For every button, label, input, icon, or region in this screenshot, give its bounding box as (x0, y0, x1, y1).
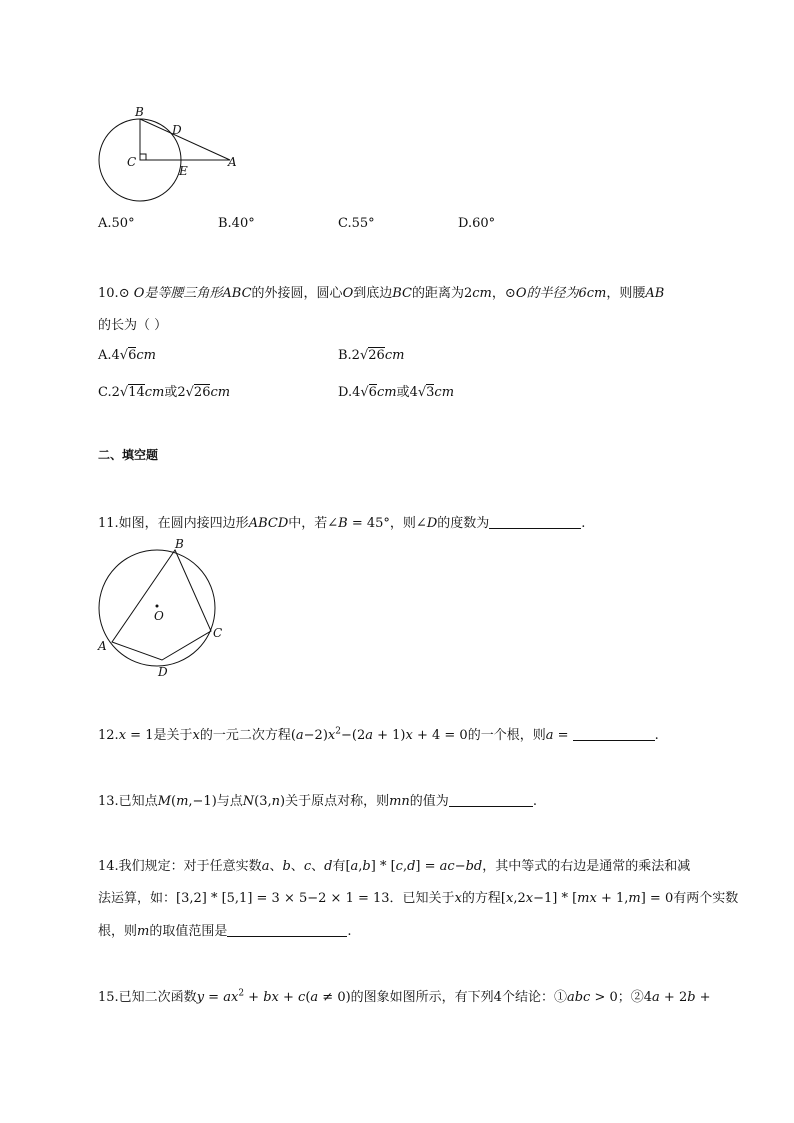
q13-i: )关于原点对称，则 (280, 794, 390, 809)
q10-t6: BC (392, 286, 412, 301)
q10-option-d-label: D.4 (338, 385, 361, 400)
q14-l1-p: d (407, 859, 416, 874)
q11-label-O: O (154, 609, 164, 623)
q14-l1-q: ] = (415, 859, 440, 874)
q12-sup: 2 (335, 726, 341, 737)
q13-f: N (242, 794, 255, 809)
q12-end: . (654, 728, 659, 743)
q12-d: x (192, 728, 200, 743)
q12-e: 的一元二次方程( (199, 728, 296, 743)
q14-l2-h: mx (577, 891, 597, 906)
q11-label-A: A (98, 639, 107, 653)
q14-l2-e: ,2 (513, 891, 526, 906)
q11-center-dot (156, 605, 159, 608)
q14-stem-line1 (98, 855, 690, 874)
q10-circle-symbol-2: ⊙ (504, 286, 516, 301)
q11-c: 中，若∠ (288, 516, 339, 531)
q10-option-c-radicand-2: 26 (193, 385, 211, 400)
q12-c: = 1是关于 (126, 728, 193, 743)
q14-l1-d: b (282, 859, 291, 874)
q12-m: + 4 = 0的一个根，则 (412, 728, 546, 743)
q10-option-a: A.4√6cm (98, 348, 156, 363)
q10-t8: cm (472, 286, 492, 301)
q14-l1-t: bd (465, 859, 483, 874)
q14-l1-h: d (324, 859, 333, 874)
q10-option-b-unit: cm (384, 348, 405, 363)
q14-l1-n: c (395, 859, 403, 874)
q13-d: m (176, 794, 189, 809)
q10-option-a-label: A.4 (98, 348, 120, 363)
q10-stem-line2: 的长为（ ） (98, 318, 168, 333)
q13-b: M (157, 794, 171, 809)
q12-l: x (405, 728, 413, 743)
q13-g: (3, (254, 794, 272, 809)
q14-stem-line3 (98, 920, 352, 939)
q10-option-b-label: B.2 (338, 348, 360, 363)
q15-d: ax (223, 990, 239, 1005)
q13-answer-blank[interactable] (449, 792, 533, 807)
q13-end: . (532, 794, 537, 809)
q14-l1-c: 、 (269, 859, 283, 874)
q10-t3: 的外接圆，圆心 (251, 286, 343, 301)
q10-option-c-radicand-1: 14 (128, 385, 145, 400)
q12-a: 12. (98, 728, 119, 743)
q9-figure (92, 100, 252, 210)
q12-j: a (365, 728, 373, 743)
q14-l1-a: 14.我们规定：对于任意实数 (98, 859, 262, 874)
q14-l1-r: ac (439, 859, 455, 874)
q14-l1-e: 、 (290, 859, 304, 874)
q11-label-B: B (175, 537, 184, 551)
q15-j: a (310, 990, 319, 1005)
q12-n: a (545, 728, 554, 743)
q14-l2-i: + 1, (596, 891, 629, 906)
q14-l1-s: − (454, 859, 466, 874)
q10-option-d-radicand-2: 3 (426, 385, 435, 400)
q14-l1-b: a (261, 859, 270, 874)
q14-l1-l: b (362, 859, 371, 874)
q14-l2-f: x (525, 891, 534, 906)
q10-option-b-radicand: 26 (368, 348, 385, 363)
q15-q: + (695, 990, 711, 1005)
q13-j: mn (389, 794, 410, 809)
q14-l3-end: . (347, 924, 352, 939)
q15-sup: 2 (238, 988, 245, 999)
q11-label-D: D (158, 665, 168, 679)
q10-option-b: B.2√26cm (338, 348, 405, 363)
q15-p: b (687, 990, 696, 1005)
q14-l2-a: 法运算，如：[3,2] * [5,1] = 3 × 5−2 × 1 = 13．已知关于 (98, 891, 455, 906)
q15-m: > 0；②4 (590, 990, 653, 1005)
q14-l1-o: , (402, 859, 408, 874)
q14-l2-d: x (505, 891, 514, 906)
section-title-fill-blank: 二、填空题 (98, 448, 159, 462)
q13-c: ( (171, 794, 177, 809)
q12-g: −2) (303, 728, 328, 743)
q15-f: bx (263, 990, 279, 1005)
q10-option-d: D.4√6cm或4√3cm (338, 385, 455, 400)
q10-t12: ，则腰 (606, 286, 646, 301)
q14-l1-m: ] * [ (370, 859, 396, 874)
q9-line-BA (140, 119, 230, 160)
q14-l2-b: x (454, 891, 462, 906)
q15-c: = (204, 990, 224, 1005)
q12-k: + 1) (373, 728, 406, 743)
q15-e: + (244, 990, 264, 1005)
q10-option-c-or: 或2 (164, 385, 186, 400)
q10-number: 10. (98, 286, 119, 301)
q9-label-E: E (179, 164, 188, 178)
q9-label-B: B (135, 105, 144, 119)
q10-t9: ， (491, 286, 505, 301)
q10-option-c-unit-1: cm (144, 385, 165, 400)
q14-l2-j: m (628, 891, 641, 906)
q10-option-a-unit: cm (136, 348, 156, 363)
q11-stem (98, 512, 585, 531)
q10-option-d-unit-2: cm (434, 385, 455, 400)
q11-a: 11.如图，在圆内接四边形 (98, 516, 249, 531)
q14-l2-k: ] = 0有两个实数 (640, 891, 739, 906)
q9-label-C: C (127, 155, 137, 169)
q10-option-d-or: 或4 (396, 385, 418, 400)
q15-o: + 2 (659, 990, 688, 1005)
q12-o: = (553, 728, 573, 743)
q10-option-c-label: C.2 (98, 385, 120, 400)
q15-l: abc (566, 990, 591, 1005)
q10-t11: cm (586, 286, 607, 301)
q14-l1-k: , (358, 859, 363, 874)
q14-l3-c: 的取值范围是 (149, 924, 228, 939)
q14-l1-i: 有[ (332, 859, 351, 874)
q11-figure (94, 534, 234, 682)
q9-right-angle-mark (140, 154, 146, 160)
q10-t7: 的距离为2 (412, 286, 473, 301)
q10-option-a-radicand: 6 (128, 348, 137, 363)
q15-k: ≠ 0)的图象如图所示，有下列4个结论：① (318, 990, 567, 1005)
q9-option-b: B.40° (218, 216, 255, 231)
q11-circle (99, 550, 215, 666)
q9-label-D: D (172, 123, 182, 137)
q15-stem (98, 986, 711, 1005)
q14-stem-line2 (98, 887, 738, 906)
q10-t13: AB (645, 286, 665, 301)
q13-a: 13.已知点 (98, 794, 158, 809)
q11-quadrilateral (112, 550, 211, 660)
q12-h: x (327, 728, 336, 743)
q12-i: −(2 (340, 728, 366, 743)
q10-t4: O (342, 286, 354, 301)
q15-a: 15.已知二次函数 (98, 990, 197, 1005)
q11-g: 的度数为 (437, 516, 490, 531)
q10-t1: O是等腰三角形 (133, 286, 223, 301)
q9-option-c: C.55° (338, 216, 375, 231)
q10-circle-symbol: ⊙ (118, 286, 130, 301)
q13-stem (98, 790, 537, 809)
q10-stem-line1 (98, 282, 664, 301)
q15-b: y (196, 990, 205, 1005)
q14-l2-c: 的方程[ (461, 891, 506, 906)
q12-answer-blank[interactable] (573, 726, 655, 741)
q9-option-a: A.50° (98, 216, 135, 231)
q10-option-d-radicand-1: 6 (368, 385, 377, 400)
q14-l3-a: 根，则 (98, 924, 138, 939)
q12-stem (98, 724, 659, 743)
q9-option-d: D.60° (458, 216, 496, 231)
q14-answer-blank[interactable] (227, 922, 347, 937)
q15-h: c (298, 990, 306, 1005)
q13-k: 的值为 (409, 794, 449, 809)
q15-g: + (278, 990, 299, 1005)
q11-f: D (426, 516, 438, 531)
q11-answer-blank[interactable] (489, 514, 581, 529)
q10-t5: 到底边 (353, 286, 393, 301)
q13-e: ,−1)与点 (188, 794, 243, 809)
q11-end: . (581, 516, 586, 531)
q12-f: a (295, 728, 304, 743)
q14-l1-g: 、 (311, 859, 325, 874)
q14-l1-f: c (303, 859, 312, 874)
q14-l3-b: m (137, 924, 150, 939)
q10-option-c: C.2√14cm或2√26cm (98, 385, 231, 400)
q13-h: n (271, 794, 281, 809)
q14-l1-u: ，其中等式的右边是通常的乘法和减 (482, 859, 691, 874)
q14-l2-g: −1] * [ (533, 891, 578, 906)
q15-i: ( (305, 990, 311, 1005)
q15-n: a (652, 990, 660, 1005)
q10-t10: O的半径为6 (515, 286, 587, 301)
q12-b: x (118, 728, 127, 743)
q10-option-c-unit-2: cm (210, 385, 231, 400)
q9-label-A: A (228, 155, 237, 169)
q10-t2: ABC (222, 286, 252, 301)
q10-option-d-unit-1: cm (376, 385, 397, 400)
q11-e: = 45°，则∠ (347, 516, 427, 531)
q11-d: B (338, 516, 348, 531)
q11-b: ABCD (248, 516, 289, 531)
q11-label-C: C (213, 626, 223, 640)
q14-l1-j: a (350, 859, 359, 874)
